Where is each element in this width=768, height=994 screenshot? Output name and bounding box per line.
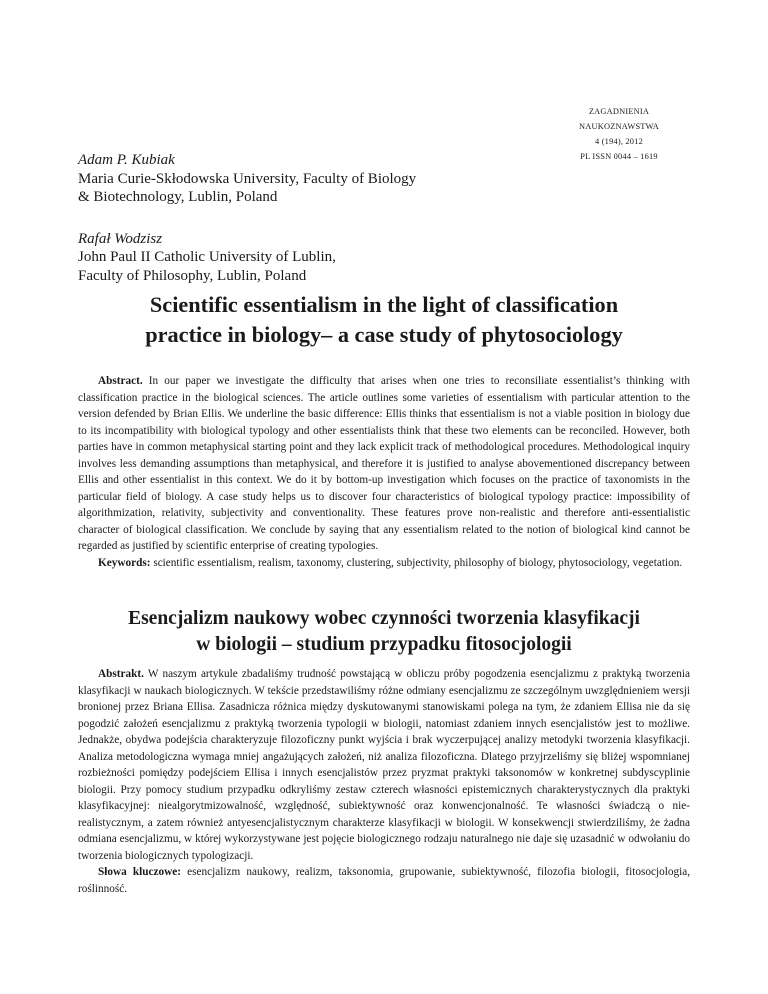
keywords-text: scientific essentialism, realism, taxonomy, clustering, subjectivity, philosophy of biology, phytosociology, vegetation. (153, 556, 683, 569)
keywords-label: Słowa kluczowe: (98, 866, 181, 878)
title-line: practice in biology– a case study of phytosociology (145, 322, 623, 347)
abstract-pl (78, 666, 690, 897)
title-line: Esencjalizm naukowy wobec czynności tworzenia klasyfikacji (128, 608, 640, 629)
journal-name-line1: ZAGADNIENIA (588, 107, 650, 116)
abstract-en (78, 373, 690, 571)
journal-info (560, 104, 678, 164)
author-affiliation: Maria Curie-Skłodowska University, Faculty of Biology (78, 170, 417, 187)
author-name: Rafał Wodzisz (78, 230, 163, 247)
abstract-label: Abstract. (98, 375, 143, 387)
author-affiliation: John Paul II Catholic University of Lublin, (78, 249, 336, 265)
keywords-paragraph (78, 555, 690, 572)
author-affiliation: Faculty of Philosophy, Lublin, Poland (78, 267, 307, 284)
abstract-text: W naszym artykule zbadaliśmy trudność powstającą w obliczu próby pogodzenia esencjalizmu z praktyką tworzenia klasyfikacji w naukach biologicznych. W tekście przedstawiliśmy różne odmiany esencjalizmu ze szczególnym uwzględnieniem wersji bronionej przez Briana Ellisa. Zasadnicza różnica między dyskutowanymi stanowiskami polega na tym, że zdaniem Ellisa nie da się pogodzić założeń esencjalizmu z praktyką tworzenia typologii w biologii, natomiast zdaniem innych esencjalistów jest to możliwe. Jednakże, obydwa podejścia charakteryzuje filozoficzny punkt wyjścia i brak wyczerpującej analizy metodyki tworzenia klasyfikacji. Analiza metodologiczna wymaga mniej angażujących założeń, niż analiza filozoficzna. Dlatego przyjrzeliśmy się bliżej wspomnianej rozbieżności pomiędzy podejściem Ellisa i innych esencjalistów przez pryzmat praktyki taksonomów w konkretnej subdyscyplinie biologii. Przy pomocy studium przypadku odkryliśmy zestaw czterech własności epistemicznych charakterystycznych dla praktyki klasyfikacyjnej: niealgorytmizowalność, względność, subiektywność oraz konwencjonalność. Te własności świadczą o nie-realistycznym, a zatem również antyesencjalistycznym charakterze klasyfikacji w biologii. W konsekwencji stwierdziliśmy, że żadna odmiana esencjalizmu, w której wykorzystywane jest pojęcie biologicznego rodzaju naturalnego nie daje się uzasadnić w odwołaniu do tworzenia biologicznych typologizacji. (78, 668, 691, 862)
author-affiliation: & Biotechnology, Lublin, Poland (78, 189, 278, 205)
abstract-label: Abstrakt. (98, 668, 144, 680)
keywords-label: Keywords: (98, 556, 151, 569)
abstract-paragraph (78, 373, 690, 555)
journal-issue: 4 (194), 2012 (595, 137, 643, 146)
keywords-text: esencjalizm naukowy, realizm, taksonomia, grupowanie, subiektywność, filozofia biologii, fitosocjologia, roślinność. (78, 866, 691, 895)
abstract-paragraph (78, 666, 690, 864)
author-block (78, 230, 498, 286)
keywords-paragraph (78, 864, 690, 897)
journal-name-line2: NAUKOZNAWSTWA (578, 122, 660, 131)
abstract-text: In our paper we investigate the difficulty that arises when one tries to reconsiliate essentialist’s thinking with classification practice in the biological sciences. The article outlines some varieties of essentialism with particular attention to the version defended by Brian Ellis. We underline the basic difference: Ellis thinks that essentialism is not a viable position in biology due to its incompatibility with biological typology and other essentialists think that these two elements can be reconciled. However, both parties have in common metaphysical starting point and they lack explicit track of methodological procedures. Methodological inquiry involves less demanding assumptions than metaphysical, and therefore it is justified to analyse abovementioned discrepancy between Ellis and other essentialist in this context. We do it by bottom-up investigation which focuses on the practice of taxonomists in the particular field of biology. A case study helps us to discover four characteristics of biological typology practice: impossibility of algorithmization, relativity, subjectivity and conventionality. These features prove non-realistic and therefore anti-essentialistic character of biological classification. We conclude by saying that any essentialism related to the notion of biological kind cannot be regarded as justified by scientific enterprise of creating typologies. (78, 375, 691, 552)
journal-issn: PL ISSN 0044 – 1619 (580, 152, 658, 161)
title-line: Scientific essentialism in the light of classification (149, 292, 619, 317)
author-block (78, 151, 498, 207)
author-name: Adam P. Kubiak (78, 152, 175, 168)
author-list (78, 151, 498, 308)
paper-title-en (60, 290, 708, 350)
paper-title-pl (60, 606, 708, 658)
title-line: w biologii – studium przypadku fitosocjologii (196, 634, 572, 655)
